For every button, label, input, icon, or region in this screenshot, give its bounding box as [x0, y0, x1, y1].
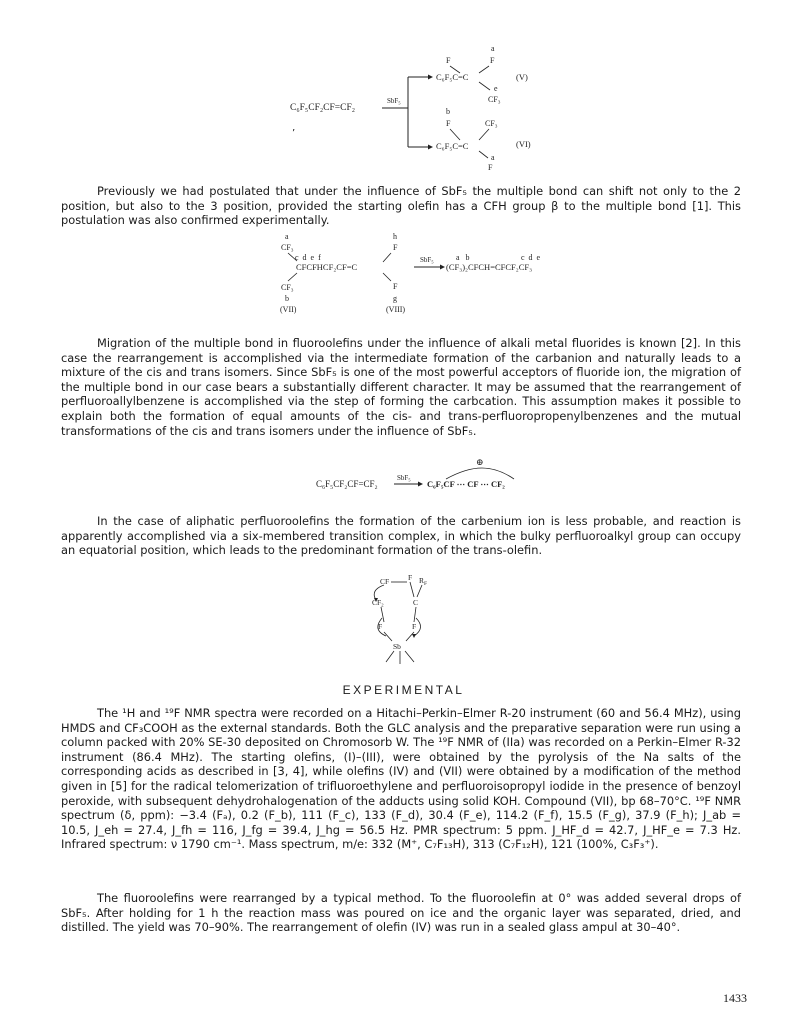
- scheme4-CF: CF: [380, 577, 390, 586]
- stray-mark: ’: [292, 128, 296, 139]
- scheme3-product: C₆F₅CF ⋯ CF ⋯ CF₂: [427, 479, 505, 489]
- scheme-3-carbcation: [316, 455, 536, 495]
- paragraph-experimental-methods: The ¹H and ¹⁹F NMR spectra were recorded on a Hitachi–Perkin–Elmer R-20 instrument (60 and 56.4 MHz), using HMDS and CF₃COOH as the external standards. Both the GLC analysis and the preparative separation were run using a column packed with 20% SE-30 deposited on Chromosorb W. The ¹⁹F NMR of (IIa) was recorded on a Perkin–Elmer R-32 instrument (86.4 MHz). The starting olefins, (I)–(III), were obtained by the pyrolysis of the Na salts of the corresponding acids as described in [3, 4], while olefins (IV) and (VII) were obtained by a modification of the method given in [5] for the radical telomerization of trifluoroethylene and perfluoroisopropyl iodide in the presence of benzoyl peroxide, with subsequent dehydrohalogenation of the adducts using solid KOH. Compound (VII), bp 68–70°C. ¹⁹F NMR spectrum (δ, ppm): −3.4 (Fₐ), 0.2 (F_b), 111 (F_c), 133 (F_d), 30.4 (F_e), 114.2 (F_f), 15.5 (F_g), 37.9 (F_h); J_ab = 10.5, J_eh = 27.4, J_fh = 116, J_fg = 39.4, J_hg = 56.5 Hz. PMR spectrum: 5 ppm. J_HF_d = 42.7, J_HF_e = 7.3 Hz. Infrared spectrum: ν 1790 cm⁻¹. Mass spectrum, m/e: 332 (M⁺, C₇F₁₃H), 313 (C₇F₁₂H), 121 (100%, C₃F₃⁺).: [61, 706, 741, 852]
- scheme-1-reaction: [290, 40, 550, 170]
- scheme1-bottom-product: C₆F₅C=C: [436, 141, 469, 151]
- scheme2-label-VIII: (VIII): [386, 305, 406, 314]
- paragraph-carbcation-mechanism: Migration of the multiple bond in fluoroolefins under the influence of alkali metal fluorides is known [2]. In this case the rearrangement is accomplished via the intermediate formation of the carbanion and naturally leads to a mixture of the cis and trans isomers. Since SbF₅ is one of the most powerful acceptors of fluoride ion, the migration of the multiple bond in our case bears a substantially different character. It may be assumed that the rearrangement of perfluoroallylbenzene is accomplished via the step of forming the carbcation. This assumption makes it possible to explain both the formation of equal amounts of the cis- and trans-perfluoropropenylbenzenes and the mutual transformations of the cis and trans isomers under the influence of SbF₅.: [61, 336, 741, 438]
- scheme-4-transition-complex: [364, 570, 454, 665]
- scheme1-bottom-F: F: [446, 119, 451, 128]
- scheme1-top-CF3: CF₃: [488, 95, 501, 104]
- scheme4-F-right: F: [412, 622, 417, 631]
- scheme1-bottom-a: a: [491, 153, 495, 162]
- scheme2-ab: a b: [456, 253, 470, 262]
- scheme4-C: C: [413, 598, 419, 607]
- scheme3-delocalization-arc: [446, 468, 514, 479]
- scheme1-reactant: C₆F₅CF₂CF=CF₂: [290, 103, 356, 113]
- paragraph-migration-postulate: Previously we had postulated that under the influence of SbF₅ the multiple bond can shift not only to the 2 position, but also to the 3 position, provided the starting olefin has a CFH group β to the multiple bond [1]. This postulation was also confirmed experimentally.: [61, 184, 741, 228]
- scheme1-bottom-arrowhead: [428, 145, 433, 150]
- scheme1-bottom-b: b: [446, 107, 450, 116]
- scheme2-label-VII: (VII): [280, 305, 297, 314]
- scheme2-reagent: SbF₅: [420, 256, 434, 264]
- scheme2-product: (CF₃)₂CFCH=CFCF₂CF₃: [446, 262, 533, 272]
- page-number: 1433: [723, 991, 747, 1005]
- scheme1-top-arrowhead: [428, 75, 433, 80]
- scheme2-cdef: c d e f: [295, 253, 321, 262]
- scheme4-F-left: F: [378, 622, 383, 631]
- scheme4-CF2: CF₂: [372, 598, 384, 607]
- scheme2-F-g: F: [393, 282, 398, 291]
- scheme2-main-chain: CFCFHCF₂CF=C: [296, 262, 358, 272]
- scheme2-cde: c d e: [521, 253, 541, 262]
- scheme1-top-product: C₆F₅C=C: [436, 72, 469, 82]
- scheme3-reagent: SbF₅: [397, 474, 411, 482]
- scheme1-top-F: F: [446, 56, 451, 65]
- scheme1-top-e: e: [494, 84, 498, 93]
- scheme1-bottom-F2: F: [488, 163, 493, 170]
- paragraph-transition-complex: In the case of aliphatic perfluoroolefins the formation of the carbenium ion is less probable, and reaction is apparently accomplished via a six-membered transition complex, in which the bulky perfluoroalkyl group can occupy an equatorial position, which leads to the predominant formation of the trans-olefin.: [61, 514, 741, 558]
- scheme2-CF3-top: CF₃: [281, 243, 294, 252]
- paragraph-rearrangement-procedure: The fluoroolefins were rearranged by a typical method. To the fluoroolefin at 0° was added several drops of SbF₅. After holding for 1 h the reaction mass was poured on ice and the organic layer was separated, dried, and distilled. The yield was 70–90%. The rearrangement of olefin (IV) was run in a sealed glass ampul at 30–40°.: [61, 891, 741, 935]
- scheme1-top-F2: F: [490, 56, 495, 65]
- scheme2-CF3-bottom: CF₃: [281, 283, 294, 292]
- scheme3-reactant: C₆F₅CF₂CF=CF₂: [316, 479, 378, 489]
- scheme2-a: a: [285, 232, 289, 241]
- scheme2-b: b: [285, 294, 289, 303]
- scheme4-Sb: Sb: [393, 642, 401, 651]
- section-heading-experimental: EXPERIMENTAL: [342, 683, 465, 697]
- scheme1-label-VI: (VI): [516, 139, 531, 149]
- scheme1-bottom-CF3: CF₃: [485, 119, 498, 128]
- scheme-2-reaction: [280, 230, 580, 320]
- scheme2-F-h: F: [393, 243, 398, 252]
- scheme4-RF: $R_F$: [419, 576, 428, 587]
- scheme1-reagent: SbF₅: [387, 97, 401, 105]
- scheme4-F-top: F: [408, 573, 413, 582]
- scheme2-g: g: [393, 294, 397, 303]
- scheme2-h: h: [393, 232, 397, 241]
- scheme3-charge: ⊕: [476, 457, 484, 467]
- scheme1-top-a: a: [491, 44, 495, 53]
- scheme1-label-V: (V): [516, 72, 528, 82]
